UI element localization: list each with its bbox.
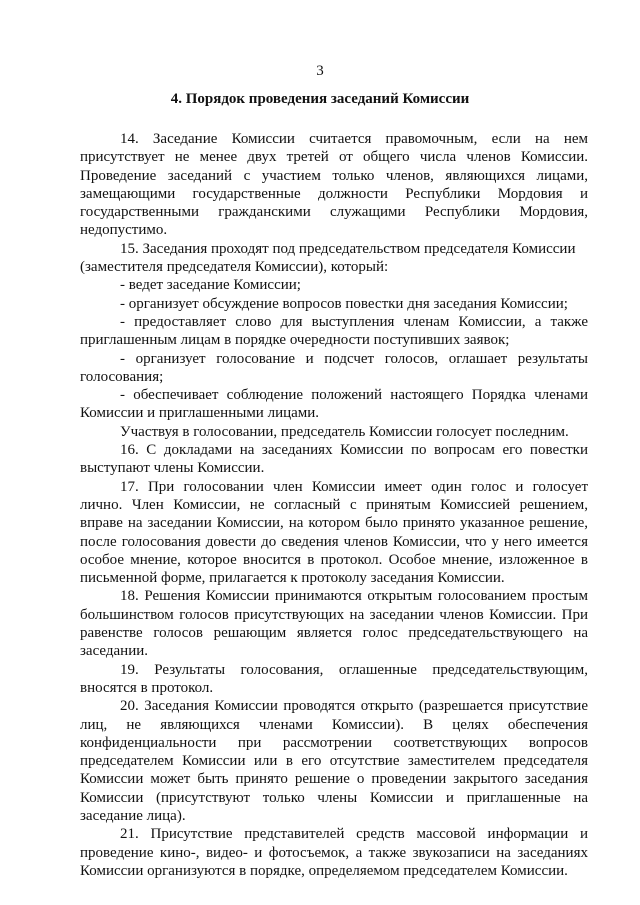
text-line: приглашенным лицам в порядке очередности поступивших заявок; [80,332,510,349]
text-line: - предоставляет слово для выступления членам Комиссии, а также [120,313,588,330]
text-line: вправе на заседании Комиссии, на котором было принято указанное решение, [80,515,588,532]
section-title: 4. Порядок проведения заседаний Комиссии [170,91,470,107]
page-number: 3 [316,63,324,79]
text-line: Комиссии организуются в порядке, определяемом председателем Комиссии. [80,862,568,879]
text-line: государственными гражданскими служащими Республики Мордовия, [80,204,588,221]
text-line: 18. Решения Комиссии принимаются открытым голосованием простым [120,588,588,605]
text-line: после голосования довести до сведения членов Комиссии, что у него имеется [80,533,588,550]
text-line: Комиссии (присутствуют только члены Комиссии и приглашенные на [80,789,588,806]
text-line: - организует голосование и подсчет голосов, оглашает результаты [120,350,588,367]
text-line: - ведет заседание Комиссии; [120,277,301,294]
text-line: 21. Присутствие представителей средств массовой информации и [120,826,588,843]
text-line: выступают члены Комиссии. [80,460,265,477]
text-line: 19. Результаты голосования, оглашенные председательствующим, [120,661,588,678]
text-line: 17. При голосовании член Комиссии имеет один голос и голосует [120,478,588,495]
text-line: Комиссии и приглашенными лицами. [80,405,320,422]
text-line: 15. Заседания проходят под председательством председателя Комиссии [120,240,576,257]
text-line: лиц, не являющихся членами Комиссии). В целях обеспечения [80,716,588,733]
text-line: конфиденциальности при рассмотрении соответствующих вопросов [80,734,588,751]
text-line: председателем Комиссии или в его отсутствие заместителем председателя [80,753,588,770]
text-line: равенстве голосов решающим является голос председательствующего на [80,625,588,642]
text-line: - организует обсуждение вопросов повестки дня заседания Комиссии; [120,295,568,312]
text-line: голосования; [80,368,164,385]
text-line: письменной форме, прилагается к протоколу заседания Комиссии. [80,570,505,587]
text-line: - обеспечивает соблюдение положений настоящего Порядка членами [120,387,588,404]
text-line: проведение кино-, видео- и фотосъемок, а также звукозаписи на заседаниях [80,844,588,861]
text-line: заседании. [80,643,149,660]
text-line: большинством голосов присутствующих на заседании членов Комиссии. При [80,606,588,623]
text-line: лично. Член Комиссии, не согласный с принятым Комиссией решением, [80,496,588,513]
text-line: присутствует не менее двух третей от общего числа членов Комиссии. [80,149,588,166]
text-line: 20. Заседания Комиссии проводятся открыто (разрешается присутствие [120,698,588,715]
text-line: Комиссии может быть принято решение о проведении закрытого заседания [80,771,588,788]
text-line: 16. С докладами на заседаниях Комиссии по вопросам его повестки [120,442,588,459]
document-body [80,130,588,880]
text-line: Проведение заседаний с участием только членов, являющихся лицами, [80,167,588,184]
text-line: особое мнение, которое вносится в протокол. Особое мнение, изложенное в [80,551,588,568]
text-line: 14. Заседание Комиссии считается правомочным, если на нем [120,131,588,147]
text-line: замещающими государственные должности Республики Мордовия и [80,185,588,202]
text-line: недопустимо. [80,222,168,239]
text-line: вносятся в протокол. [80,679,214,696]
text-line: заседание лица). [80,807,186,824]
text-line: Участвуя в голосовании, председатель Комиссии голосует последним. [120,423,569,440]
text-line: (заместителя председателя Комиссии), который: [80,259,389,276]
